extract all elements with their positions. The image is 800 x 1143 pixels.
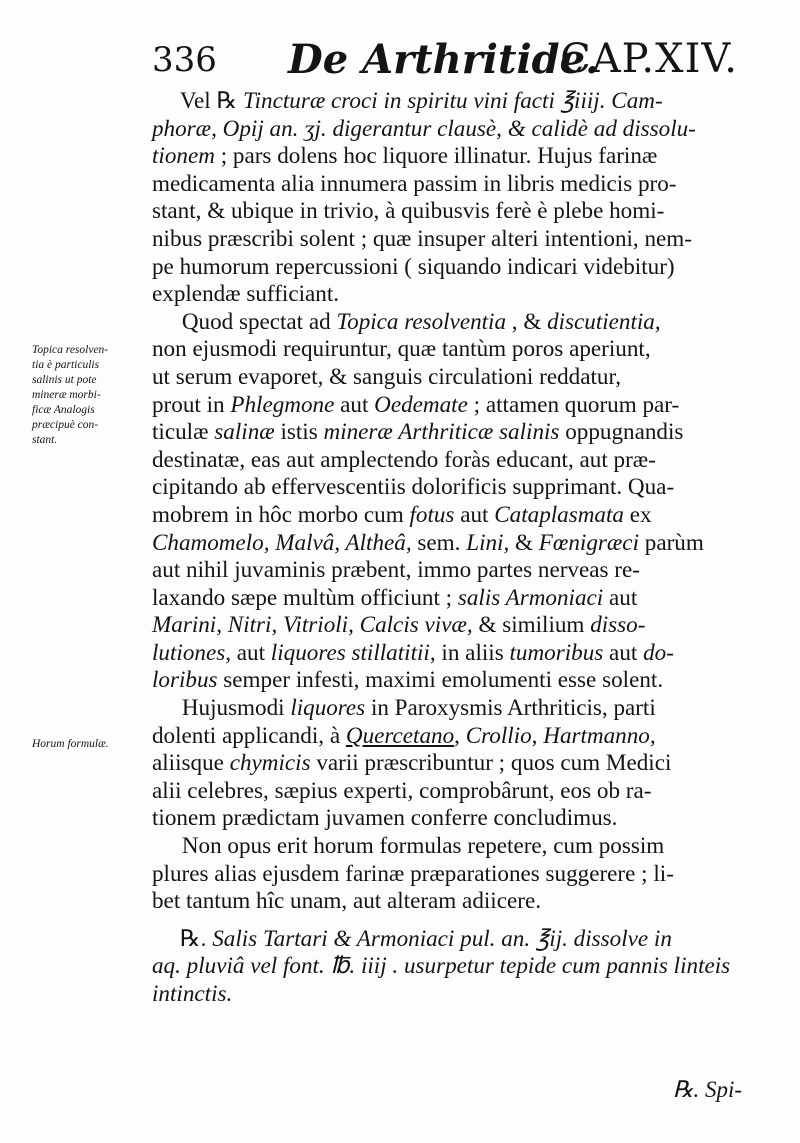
italic-text: Fœnigræci — [538, 529, 639, 556]
text-run: ex — [623, 501, 652, 528]
text-run: varii præscribuntur ; quos cum Medici — [310, 750, 672, 777]
text-run: Hujusmodi — [181, 695, 291, 722]
text-run: istis — [274, 419, 324, 446]
text-line — [152, 88, 750, 116]
text-line — [152, 861, 750, 889]
paragraph — [152, 926, 752, 1009]
text-line — [152, 833, 750, 861]
text-run: semper infesti, maximi emolumenti esse solent. — [217, 667, 664, 694]
italic-text: fotus — [409, 501, 455, 528]
text-run: & — [509, 529, 539, 556]
italic-text: Marini, Nitri, Vitrioli, Calcis vivæ, — [152, 612, 473, 639]
text-line — [152, 474, 750, 502]
italic-text: Lini, — [466, 529, 510, 556]
text-run: medicamenta alia innumera passim in libris medicis pro- — [152, 170, 677, 197]
text-run: aliisque — [152, 750, 230, 777]
text-run: , — [531, 722, 544, 749]
margin-note-line: Horum formulæ. — [32, 738, 109, 750]
margin-note-line: ficæ Analogis — [32, 404, 95, 416]
italic-text: aq. pluviâ vel font. ℔. iiij . usurpetur tepide cum pannis linteis — [152, 953, 731, 980]
text-run: non ejusmodi requiruntur, quæ tantùm poros aperiunt, — [152, 336, 651, 363]
margin-note-line: mineræ morbi- — [32, 389, 101, 401]
text-line — [152, 171, 750, 199]
text-run: Vel ℞ — [179, 88, 244, 114]
text-run: laxando sæpe multùm officiunt ; — [152, 584, 458, 611]
text-line — [152, 226, 750, 254]
text-line — [152, 778, 750, 806]
text-run: parùm — [638, 529, 704, 556]
margin-note-line: præcipuè con- — [32, 419, 99, 431]
text-line — [152, 309, 750, 337]
italic-text: do- — [643, 639, 674, 666]
text-run: tionem prædictam juvamen conferre concludimus. — [152, 805, 618, 832]
text-line — [152, 557, 750, 585]
text-run: Quod spectat ad — [181, 308, 337, 335]
text-run: stant, & ubique in trivio, à quibusvis ferè è plebe homi- — [152, 198, 665, 225]
italic-text: Tincturæ croci in spiritu vini facti ℥iiij. Cam- — [243, 88, 663, 114]
italic-text: Hartmanno, — [543, 722, 656, 749]
text-line — [152, 750, 750, 778]
text-run: destinatæ, eas aut amplectendo foràs educant, aut præ- — [152, 446, 656, 473]
text-line — [152, 502, 750, 530]
italic-text: Cataplasmata — [494, 501, 624, 528]
text-run: bet tantum hîc unam, aut alteram adiicere. — [152, 888, 542, 915]
text-run: , — [454, 722, 466, 749]
text-run: aut — [603, 639, 644, 666]
page-header — [150, 30, 750, 90]
italic-text: tionem — [152, 143, 215, 170]
text-run: ; pars dolens hoc liquore illinatur. Hujus farinæ — [214, 143, 658, 170]
text-run: ℞. — [179, 925, 213, 952]
italic-text: chymicis — [229, 750, 311, 777]
text-line — [152, 612, 750, 640]
text-line — [152, 336, 750, 364]
paragraph — [152, 309, 752, 695]
text-line — [152, 530, 750, 558]
text-line — [152, 198, 750, 226]
text-line — [152, 447, 750, 475]
italic-text: lutiones, — [152, 639, 231, 666]
italic-text: loribus — [152, 667, 218, 694]
italic-text: Phlegmone — [230, 391, 335, 418]
text-line — [152, 116, 750, 144]
text-run: alii celebres, sæpius experti, comprobârunt, eos ob ra- — [152, 777, 652, 804]
text-run: in aliis — [435, 639, 510, 666]
italic-text: liquores — [290, 695, 366, 722]
text-line — [152, 695, 750, 723]
text-line — [152, 254, 750, 282]
italic-text: Chamomelo, Malvâ, Altheâ, — [152, 529, 412, 556]
text-line — [152, 364, 750, 392]
text-run: explendæ sufficiant. — [152, 281, 340, 308]
text-run: cipitando ab effervescentiis dolorificis supprimant. Qua- — [152, 474, 675, 501]
margin-note-line: stant. — [32, 434, 58, 446]
text-run: Non opus erit horum formulas repetere, cum possim — [181, 833, 665, 860]
text-run: aut — [603, 584, 638, 611]
margin-note-formulae — [32, 737, 152, 752]
italic-text: intinctis. — [152, 981, 233, 1007]
italic-text: Quercetano — [345, 722, 455, 749]
italic-text: Crollio — [465, 722, 532, 749]
italic-text: discutientia, — [547, 308, 661, 335]
text-line — [152, 953, 750, 981]
text-run: aut — [454, 501, 495, 528]
chapter-label: CAP.XIV. — [560, 36, 738, 82]
text-line — [152, 419, 750, 447]
italic-text: salis Armoniaci — [457, 584, 604, 611]
text-line — [152, 667, 750, 695]
page-number: 336 — [152, 40, 217, 80]
text-run: in Paroxysmis Arthriticis, parti — [365, 695, 656, 722]
text-run: & similium — [472, 612, 591, 639]
text-run: ut serum evaporet, & sanguis circulationi reddatur, — [152, 363, 622, 390]
text-run: aut — [334, 391, 375, 418]
italic-text: disso- — [590, 612, 646, 639]
text-line — [152, 926, 750, 954]
text-line — [152, 392, 750, 420]
text-run: dolenti applicandi, à — [152, 722, 346, 749]
italic-text: mineræ Arthriticæ salinis — [323, 419, 560, 446]
italic-text: Oedemate — [374, 391, 468, 418]
margin-note-topica — [32, 343, 152, 448]
text-line — [152, 723, 750, 751]
italic-text: liquores stillatitii, — [270, 639, 436, 666]
text-run: aut nihil juvaminis præbent, immo partes nerveas re- — [152, 557, 640, 584]
text-run: plures alias ejusdem farinæ præparationes suggerere ; li- — [152, 860, 674, 887]
italic-text: Salis Tartari & Armoniaci pul. an. ℥ij. dissolve in — [212, 925, 672, 952]
italic-text: Topica resolventia — [336, 308, 507, 335]
text-line — [152, 281, 750, 309]
margin-note-line: salinis ut pote — [32, 374, 97, 386]
italic-text: salinæ — [214, 419, 275, 446]
text-line — [152, 585, 750, 613]
text-line — [152, 143, 750, 171]
catchword: ℞. Spi- — [672, 1077, 742, 1102]
text-line — [152, 640, 750, 668]
text-run: prout in — [152, 391, 231, 418]
text-run: sem. — [411, 529, 467, 556]
margin-note-line: Topica resolven- — [32, 344, 109, 356]
paragraph — [152, 695, 752, 833]
italic-text: phoræ, Opij an. ʒj. digerantur clausè, & calidè ad dissolu- — [152, 115, 696, 142]
text-run: ticulæ — [152, 419, 215, 446]
paragraph — [152, 833, 752, 916]
italic-text: tumoribus — [509, 639, 604, 666]
text-run: aut — [230, 639, 271, 666]
main-text — [152, 88, 752, 1009]
text-run: nibus præscribi solent ; quæ insuper alteri intentioni, nem- — [152, 225, 693, 252]
text-run: oppugnandis — [559, 419, 684, 446]
running-title: De Arthritide. — [288, 36, 600, 83]
text-run: , & — [506, 308, 548, 335]
text-run: pe humorum repercussioni ( siquando indicari videbitur) — [152, 253, 675, 280]
text-line — [152, 981, 750, 1009]
margin-note-line: tia è particulis — [32, 359, 100, 371]
text-line — [152, 805, 750, 833]
text-run: ; attamen quorum par- — [467, 391, 680, 418]
text-run: mobrem in hôc morbo cum — [152, 501, 410, 528]
text-line — [152, 888, 750, 916]
paragraph — [152, 88, 752, 309]
